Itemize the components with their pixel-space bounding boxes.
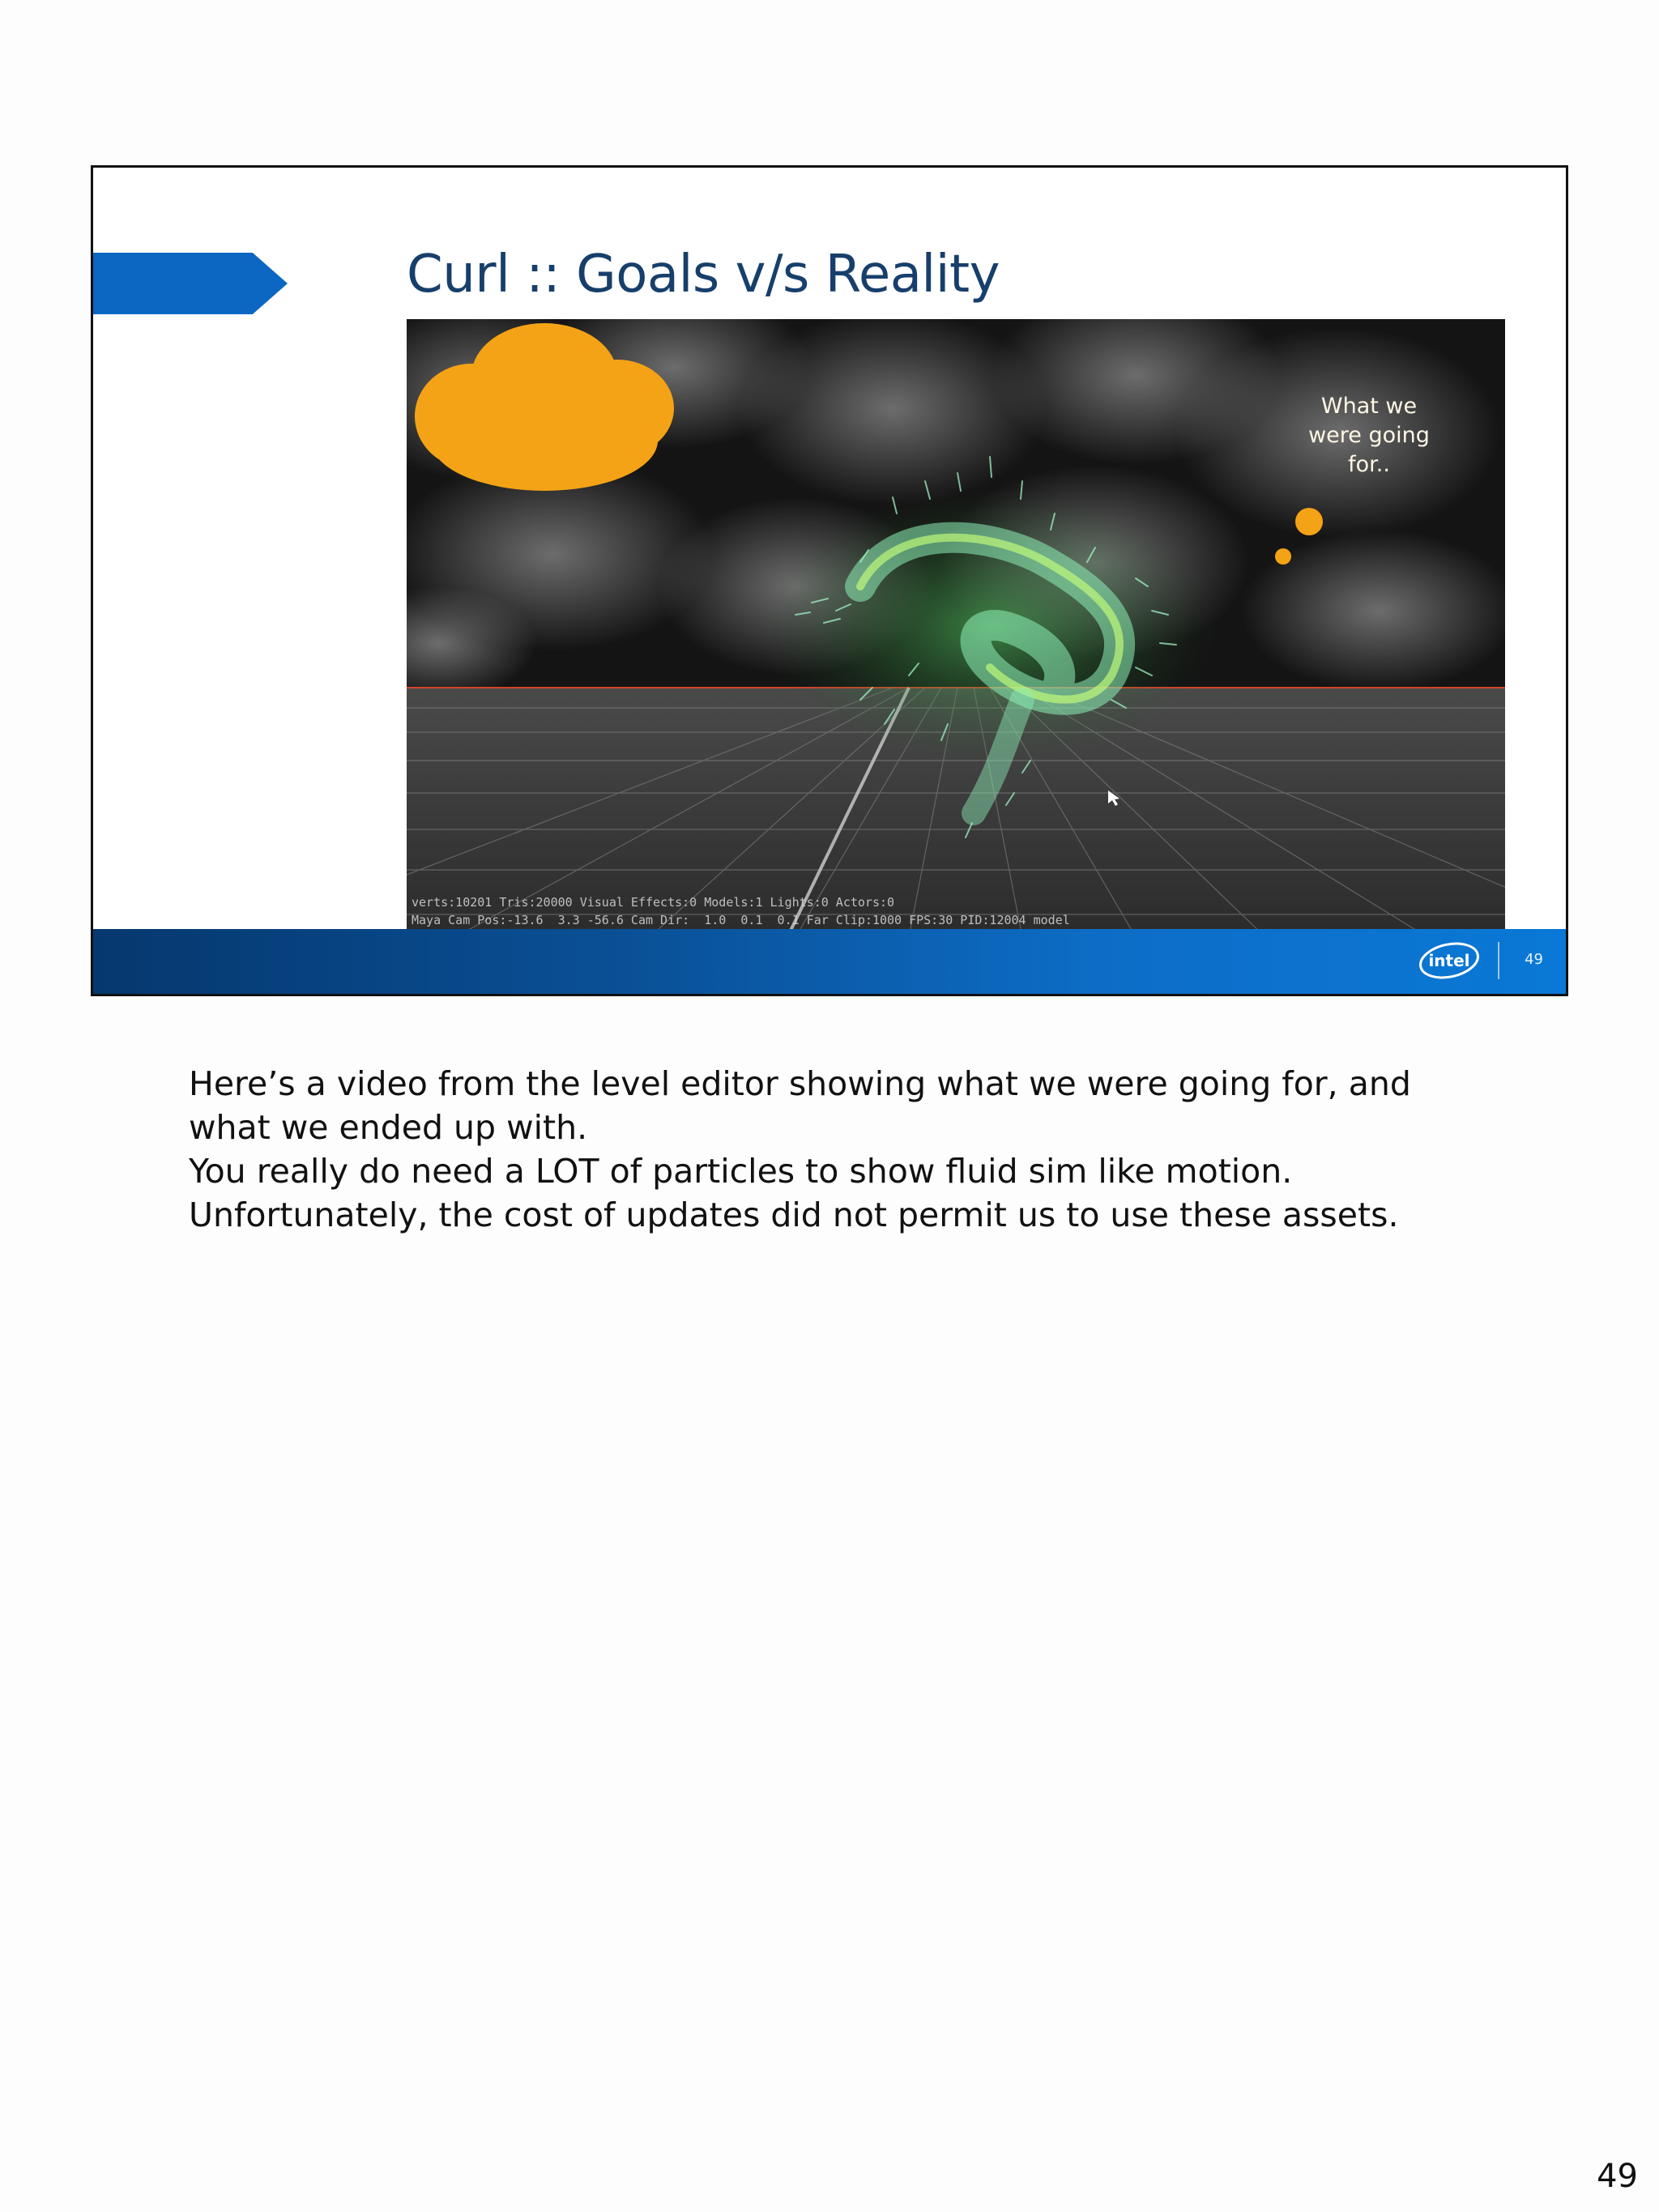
hud-line-1: verts:10201 Tris:20000 Visual Effects:0 Models:1 Lights:0 Actors:0 xyxy=(412,895,895,910)
logo-divider xyxy=(1498,942,1499,979)
section-chevron xyxy=(93,253,288,314)
editor-hud-stats xyxy=(412,893,1070,929)
thought-bubble-text: What we were going for.. xyxy=(1308,394,1430,477)
notes-line-2: You really do need a LOT of particles to show fluid sim like motion. xyxy=(189,1152,1293,1191)
slide-title: Curl :: Goals v/s Reality xyxy=(407,245,1000,305)
level-editor-video[interactable] xyxy=(407,319,1505,937)
slide-frame xyxy=(91,165,1568,996)
intel-logo-text: intel xyxy=(1428,951,1470,970)
notes-line-1: Here’s a video from the level editor showing what we were going for, and what we ended up with. xyxy=(189,1064,1411,1147)
hud-line-2: Maya Cam Pos:-13.6 3.3 -56.6 Cam Dir: 1.0 0.1 0.1 Far Clip:1000 FPS:30 PID:12004 model xyxy=(412,913,1070,927)
notes-line-3: Unfortunately, the cost of updates did not permit us to use these assets. xyxy=(189,1196,1399,1234)
thought-bubble xyxy=(407,319,674,505)
page-number: 49 xyxy=(1597,2158,1638,2195)
intel-logo-icon xyxy=(1417,940,1482,982)
slide-number: 49 xyxy=(1525,951,1543,968)
speaker-notes xyxy=(189,1062,1452,1237)
slide-footer-bar xyxy=(93,929,1566,994)
